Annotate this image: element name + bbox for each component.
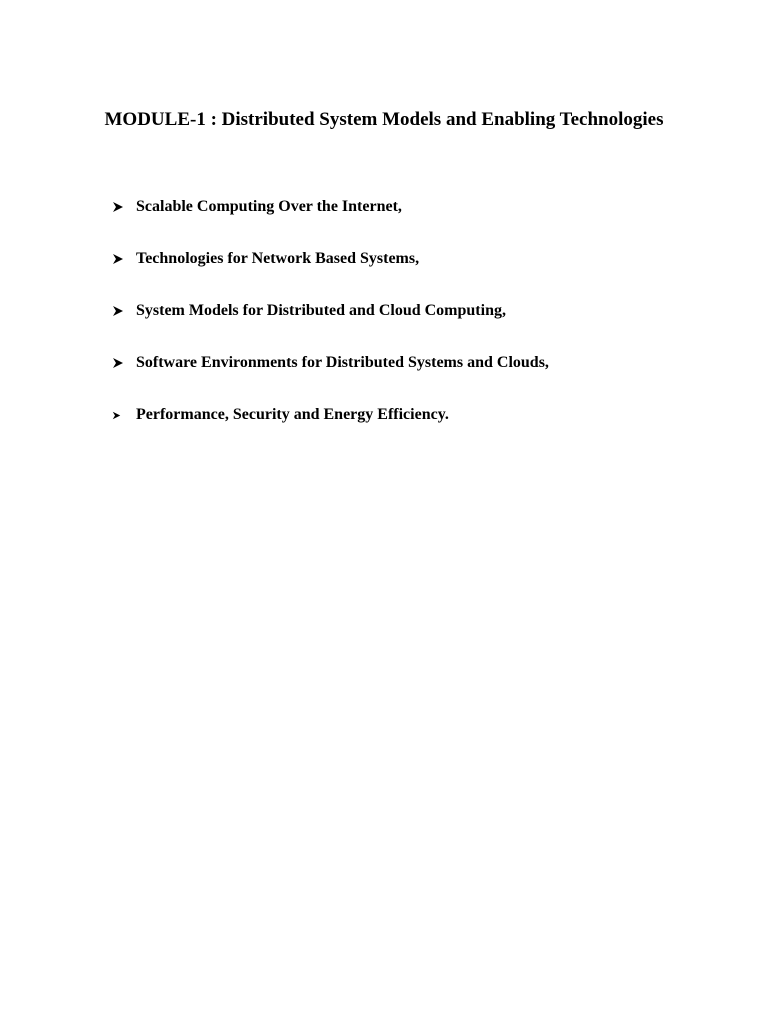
arrowhead-bullet-icon [112, 195, 136, 219]
list-item [112, 403, 549, 455]
arrowhead-bullet-icon [112, 299, 136, 323]
list-item [112, 247, 549, 299]
topic-list [112, 195, 549, 455]
list-item [112, 299, 549, 351]
topic-text: Scalable Computing Over the Internet, [136, 198, 402, 215]
topic-text: System Models for Distributed and Cloud Computing, [136, 302, 506, 319]
topic-text: Performance, Security and Energy Efficiency. [136, 406, 449, 423]
list-item [112, 195, 549, 247]
arrowhead-bullet-icon [112, 351, 136, 375]
list-item [112, 351, 549, 403]
page-title: MODULE-1 : Distributed System Models and Enabling Technologies [104, 109, 664, 130]
topic-text: Technologies for Network Based Systems, [136, 250, 420, 267]
arrowhead-bullet-icon [112, 247, 136, 271]
topic-text: Software Environments for Distributed Systems and Clouds, [136, 354, 549, 371]
arrowhead-bullet-icon [112, 403, 136, 427]
